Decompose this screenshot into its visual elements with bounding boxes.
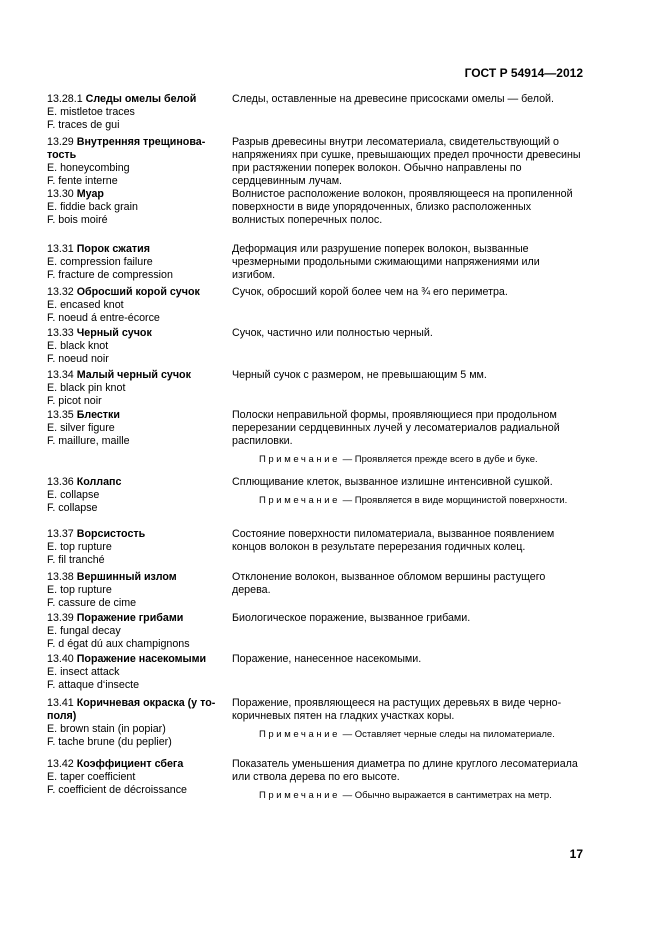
term-definition-block — [232, 93, 582, 106]
term-russian: Ворсистость — [76, 528, 146, 540]
term-russian: Муар — [76, 188, 104, 200]
term-definition: Биологическое поражение, вызванное грибами. — [232, 612, 471, 624]
term-definition-block — [232, 188, 582, 227]
note-label: Примечание — [259, 729, 340, 740]
term-definition-block — [232, 327, 582, 340]
term-french: F. picot noir — [47, 395, 102, 407]
term-definition-block — [232, 612, 582, 625]
term-block — [47, 93, 225, 132]
term-french: F. noeud noir — [47, 353, 109, 365]
term-english: E. encased knot — [47, 299, 124, 311]
term-block — [47, 286, 225, 325]
term-english: E. honeycombing — [47, 162, 130, 174]
note-label: Примечание — [259, 790, 340, 801]
term-number: 13.42 — [47, 758, 74, 770]
term-number: 13.31 — [47, 243, 74, 255]
term-russian: Блестки — [76, 409, 120, 421]
term-definition: Волнистое расположение волокон, проявляющееся на пропиленной поверхности в виде упорядоченных, близко расположенных волнистых поперечных полос. — [232, 188, 573, 226]
term-number: 13.36 — [47, 476, 74, 488]
term-english: E. fungal decay — [47, 625, 121, 637]
term-definition-block — [232, 286, 582, 299]
term-number: 13.38 — [47, 571, 74, 583]
term-russian: Обросший корой сучок — [76, 286, 200, 298]
term-french: F. maillure, maille — [47, 435, 130, 447]
term-block — [47, 327, 225, 366]
term-russian: Малый черный сучок — [76, 369, 191, 381]
term-definition-block — [232, 571, 582, 597]
term-definition: Сучок, обросший корой более чем на ¾ его периметра. — [232, 286, 508, 298]
term-definition-block — [232, 758, 582, 802]
term-block — [47, 188, 225, 227]
term-block — [47, 528, 225, 567]
term-number: 13.34 — [47, 369, 74, 381]
term-english: E. insect attack — [47, 666, 120, 678]
term-english: E. silver figure — [47, 422, 115, 434]
term-number: 13.41 — [47, 697, 74, 709]
term-english: E. top rupture — [47, 584, 112, 596]
term-number: 13.33 — [47, 327, 74, 339]
term-definition: Отклонение волокон, вызванное обломом вершины растущего дерева. — [232, 571, 546, 596]
term-definition-block — [232, 136, 582, 188]
term-definition-block — [232, 243, 582, 282]
term-note — [232, 494, 582, 507]
term-block — [47, 697, 225, 749]
term-french: F. fracture de compression — [47, 269, 173, 281]
term-block — [47, 243, 225, 282]
term-russian: Коэффициент сбега — [76, 758, 184, 770]
term-block — [47, 653, 225, 692]
term-number: 13.39 — [47, 612, 74, 624]
term-definition-block — [232, 409, 582, 466]
term-definition: Сучок, частично или полностью черный. — [232, 327, 433, 339]
term-french: F. collapse — [47, 502, 98, 514]
term-note — [232, 453, 582, 466]
term-block — [47, 758, 225, 797]
term-block — [47, 476, 225, 515]
term-french: F. fil tranché — [47, 554, 105, 566]
note-text: — Оставляет черные следы на пиломатериале. — [342, 729, 555, 740]
term-definition: Следы, оставленные на древесине присосками омелы — белой. — [232, 93, 554, 105]
note-label: Примечание — [259, 454, 340, 465]
term-russian: Коллапс — [76, 476, 122, 488]
term-note — [232, 789, 582, 802]
term-definition-block — [232, 697, 582, 741]
term-definition: Показатель уменьшения диаметра по длине круглого лесоматериала или ствола дерева по его высоте. — [232, 758, 578, 783]
term-russian: Черный сучок — [76, 327, 152, 339]
term-block — [47, 571, 225, 610]
term-french: F. noeud á entre-écorce — [47, 312, 160, 324]
term-russian: Поражение грибами — [76, 612, 184, 624]
term-block — [47, 612, 225, 651]
term-definition: Деформация или разрушение поперек волокон, вызванные чрезмерными продольными сжимающими напряжениями или изгибом. — [232, 243, 540, 281]
term-french: F. traces de gui — [47, 119, 120, 131]
term-number: 13.30 — [47, 188, 74, 200]
term-french: F. attaque d‘insecte — [47, 679, 140, 691]
term-definition: Полоски неправильной формы, проявляющиеся при продольном перерезании сердцевинных лучей у лесоматериалов радиальной распиловки. — [232, 409, 560, 447]
term-english: E. compression failure — [47, 256, 153, 268]
term-definition: Черный сучок с размером, не превышающим 5 мм. — [232, 369, 487, 381]
term-russian: Коричневая окраска (у то-поля) — [47, 697, 216, 722]
term-french: F. cassure de cime — [47, 597, 137, 609]
note-text: — Проявляется прежде всего в дубе и буке. — [342, 454, 538, 465]
term-russian: Внутренняя трещинова-тость — [47, 136, 206, 161]
term-definition: Поражение, нанесенное насекомыми. — [232, 653, 422, 665]
term-definition: Сплющивание клеток, вызванное излишне интенсивной сушкой. — [232, 476, 553, 488]
term-french: F. tache brune (du peplier) — [47, 736, 172, 748]
term-definition-block — [232, 528, 582, 554]
term-french: F. d égat dú aux champignons — [47, 638, 190, 650]
note-text: — Проявляется в виде морщинистой поверхности. — [342, 495, 568, 506]
term-russian: Следы омелы белой — [85, 93, 197, 105]
term-english: E. mistletoe traces — [47, 106, 135, 118]
note-label: Примечание — [259, 495, 340, 506]
term-english: E. taper coefficient — [47, 771, 136, 783]
term-definition: Разрыв древесины внутри лесоматериала, свидетельствующий о напряжениях при сушке, превышающих предел прочности древесины при растяжении поперек волокон. Обычно направлены по сердцевинным лучам. — [232, 136, 581, 187]
term-number: 13.35 — [47, 409, 74, 421]
term-french: F. fente interne — [47, 175, 118, 187]
term-block — [47, 136, 225, 188]
term-english: E. black knot — [47, 340, 109, 352]
term-english: E. top rupture — [47, 541, 112, 553]
note-text: — Обычно выражается в сантиметрах на метр. — [342, 790, 552, 801]
term-english: E. black pin knot — [47, 382, 126, 394]
document-header: ГОСТ Р 54914—2012 — [464, 66, 583, 80]
term-number: 13.28.1 — [47, 93, 83, 105]
term-number: 13.40 — [47, 653, 74, 665]
term-definition-block — [232, 653, 582, 666]
term-definition-block — [232, 476, 582, 507]
term-russian: Порок сжатия — [76, 243, 150, 255]
term-english: E. fiddie back grain — [47, 201, 138, 213]
term-definition: Состояние поверхности пиломатериала, вызванное появлением концов волокон в результате перерезания годичных колец. — [232, 528, 555, 553]
term-russian: Поражение насекомыми — [76, 653, 207, 665]
term-english: E. brown stain (in popiar) — [47, 723, 166, 735]
term-note — [232, 728, 582, 741]
term-russian: Вершинный излом — [76, 571, 177, 583]
term-english: E. collapse — [47, 489, 100, 501]
term-french: F. bois moiré — [47, 214, 108, 226]
term-number: 13.37 — [47, 528, 74, 540]
term-block — [47, 369, 225, 408]
term-block — [47, 409, 225, 448]
page-number: 17 — [569, 847, 583, 861]
term-number: 13.29 — [47, 136, 74, 148]
term-definition: Поражение, проявляющееся на растущих деревьях в виде черно-коричневых пятен на гладких участках коры. — [232, 697, 562, 722]
term-french: F. coefficient de décroissance — [47, 784, 188, 796]
term-definition-block — [232, 369, 582, 382]
term-number: 13.32 — [47, 286, 74, 298]
